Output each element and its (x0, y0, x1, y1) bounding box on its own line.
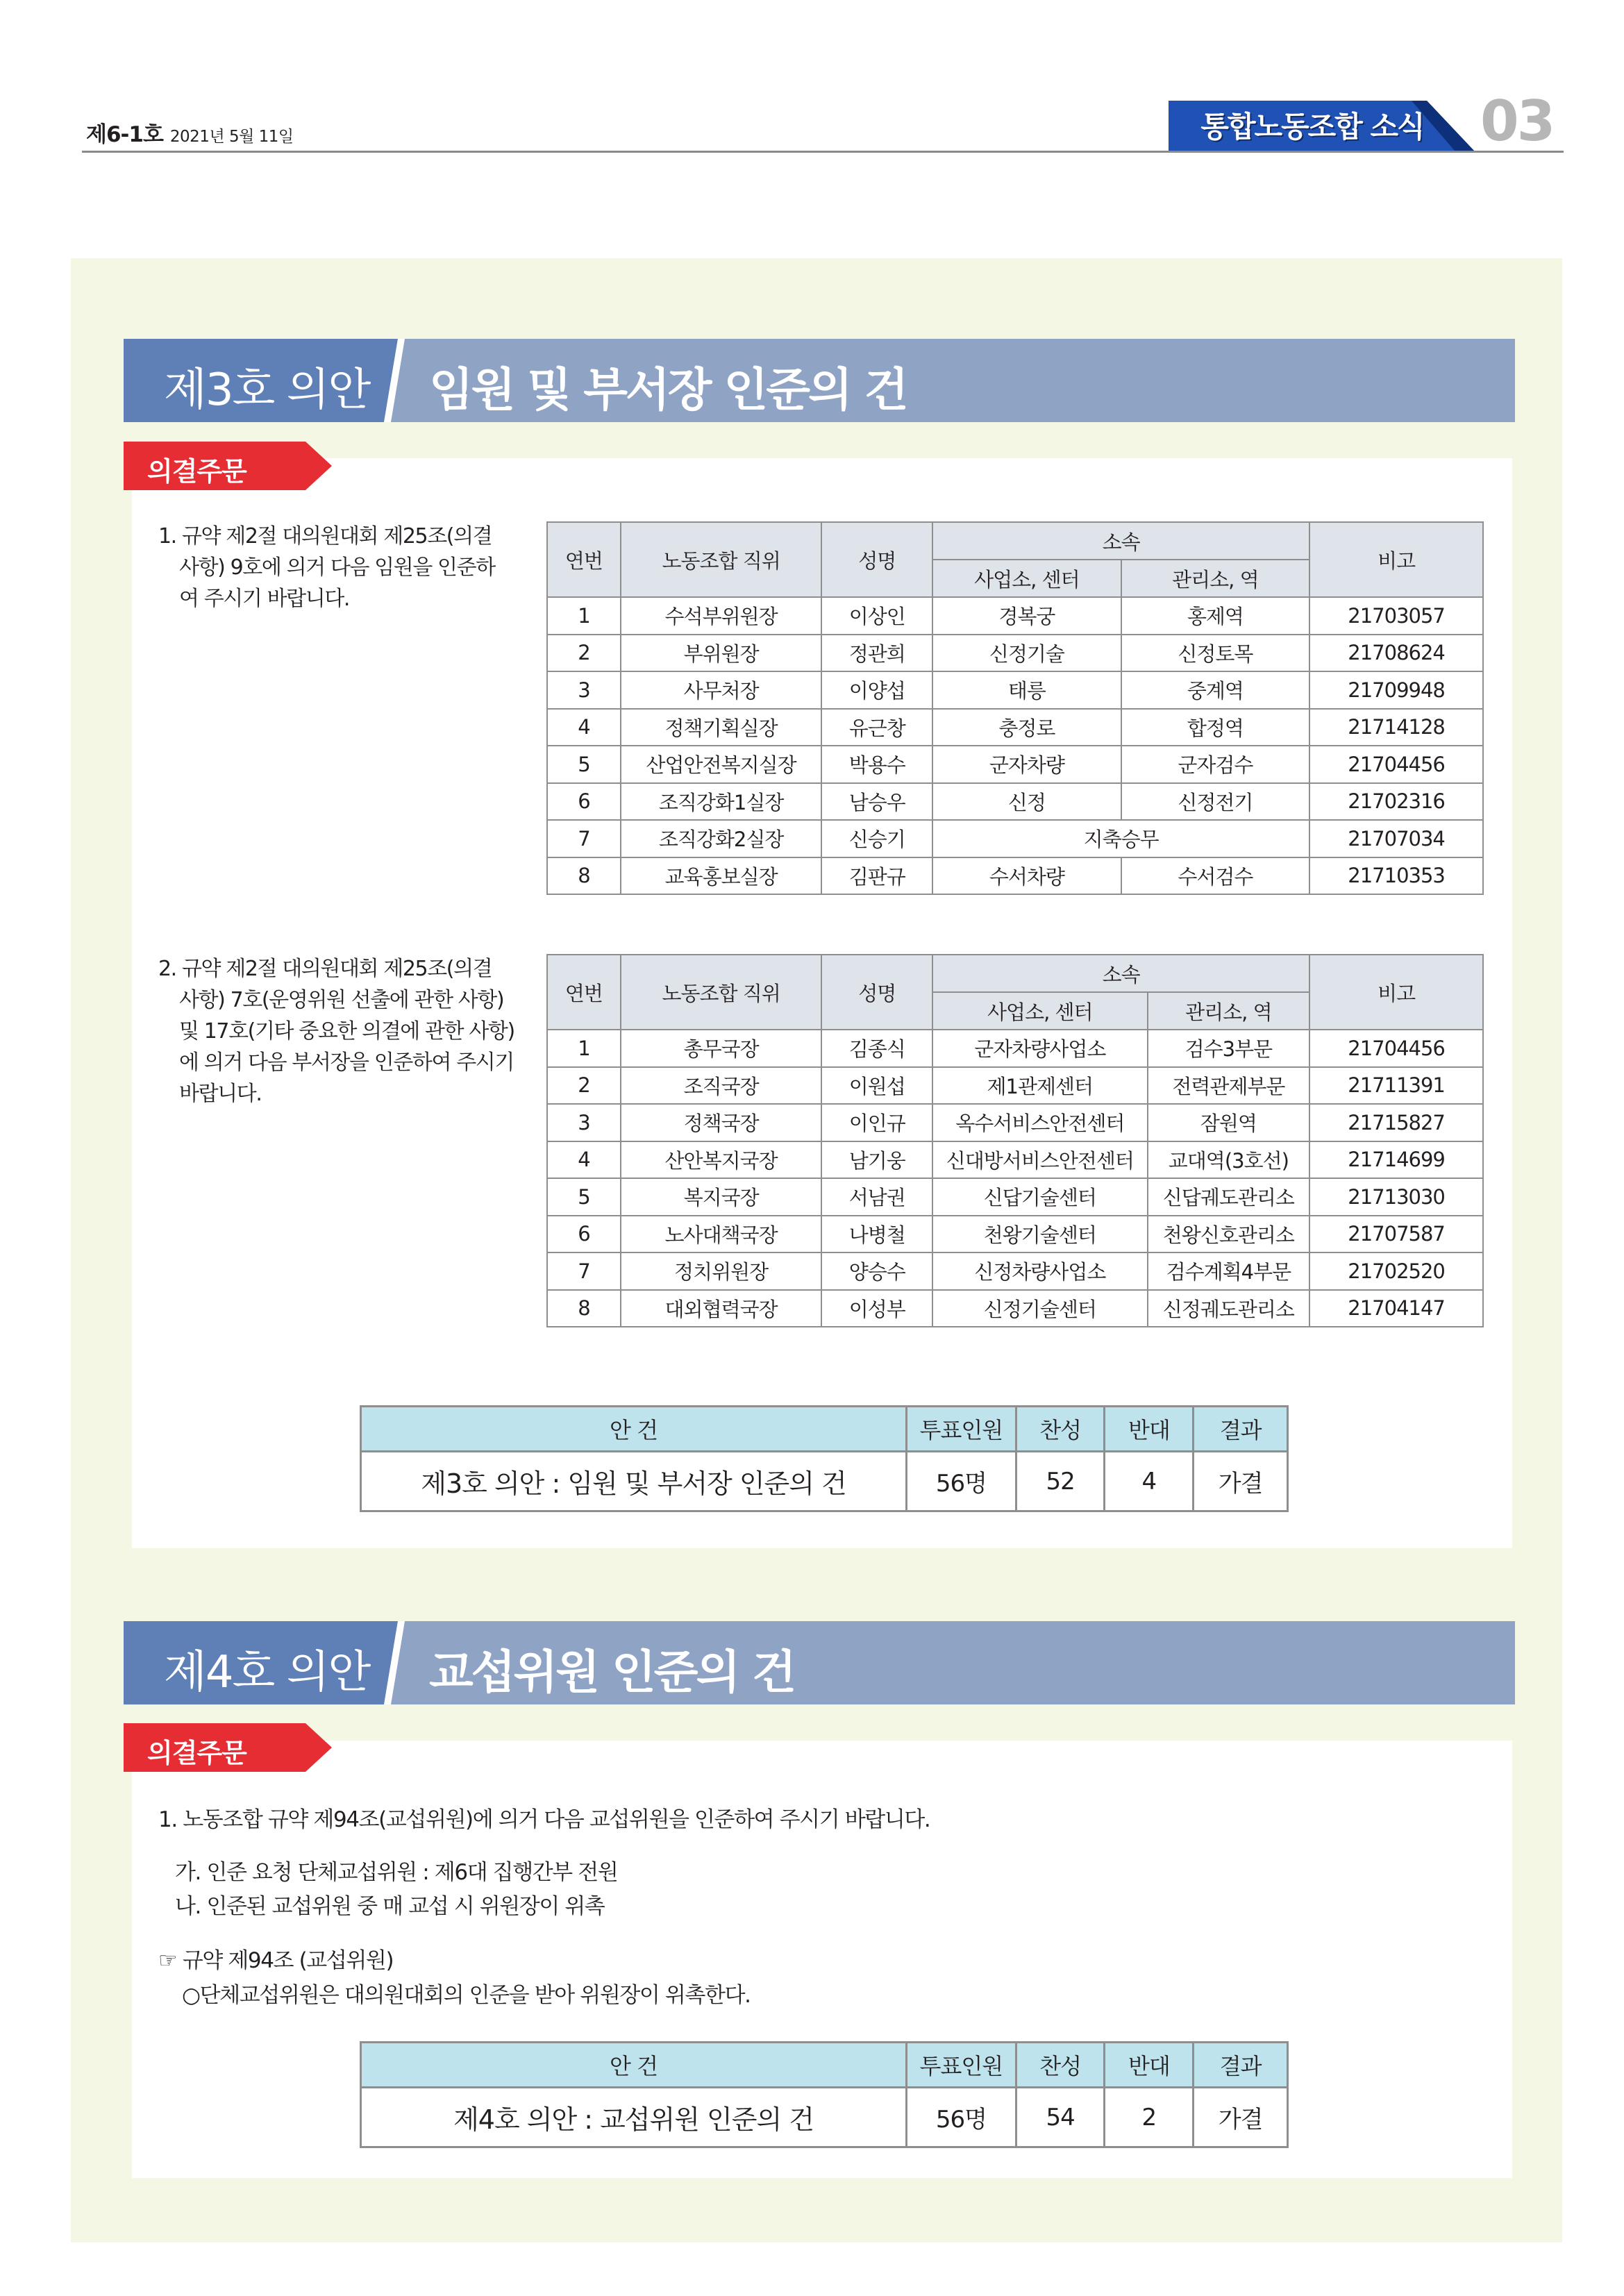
cell-name: 이양섭 (821, 671, 932, 709)
tag-label: 의결주문 (147, 1738, 246, 1768)
header-rule (82, 151, 1564, 153)
cell-note: 21703057 (1309, 597, 1483, 635)
issue-label: 제6-1호 (86, 122, 163, 147)
cell-position: 정책기획실장 (621, 709, 822, 746)
agenda4-item1: 1. 노동조합 규약 제94조(교섭위원)에 의거 다음 교섭위원을 인준하여 주시기 바랍니다. (158, 1807, 930, 1832)
cell-no: 3 (547, 1104, 621, 1141)
agenda4-reference-title: ☞ 규약 제94조 (교섭위원) (158, 1948, 394, 1973)
cell-no: 8 (547, 1290, 621, 1327)
agenda3-number: 제3호 의안 (164, 364, 370, 416)
cell-name: 정관희 (821, 635, 932, 672)
cell-office: 신정기술 (932, 635, 1121, 672)
table-row (547, 1252, 1483, 1290)
cell-position: 조직국장 (621, 1067, 822, 1105)
item2-line: 사항) 7호(운영위원 선출에 관한 사항) (179, 988, 504, 1012)
vote-col-yes: 찬성 (1016, 1407, 1105, 1452)
col-name: 성명 (821, 955, 932, 1030)
cell-station: 합정역 (1121, 709, 1310, 746)
col-note: 비고 (1309, 522, 1483, 597)
cell-office: 경복궁 (932, 597, 1121, 635)
col-note: 비고 (1309, 955, 1483, 1030)
agenda3-vote-table (360, 1405, 1289, 1512)
vote-col-voters: 투표인원 (907, 1407, 1016, 1452)
cell-station: 중계역 (1121, 671, 1310, 709)
col-no: 연번 (547, 955, 621, 1030)
col-office: 사업소, 센터 (932, 992, 1147, 1030)
cell-name: 남승우 (821, 783, 932, 821)
item1-line: 1. 규약 제2절 대의원대회 제25조(의결 (158, 524, 492, 548)
cell-note: 21713030 (1309, 1178, 1483, 1216)
cell-station: 검수3부문 (1148, 1030, 1310, 1067)
vote-col-voters: 투표인원 (907, 2043, 1016, 2088)
col-name: 성명 (821, 522, 932, 597)
vote-no: 2 (1105, 2088, 1194, 2147)
cell-station: 신정궤도관리소 (1148, 1290, 1310, 1327)
vote-row (361, 2088, 1288, 2147)
vote-result: 가결 (1194, 1452, 1288, 1511)
agenda4-resolution-tag (124, 1723, 332, 1772)
cell-station: 신정전기 (1121, 783, 1310, 821)
cell-name: 유근창 (821, 709, 932, 746)
agenda3-title-bar (124, 339, 1515, 422)
cell-position: 복지국장 (621, 1178, 822, 1216)
cell-name: 이원섭 (821, 1067, 932, 1105)
cell-station: 신답궤도관리소 (1148, 1178, 1310, 1216)
cell-name: 신승기 (821, 820, 932, 857)
cell-position: 수석부위원장 (621, 597, 822, 635)
cell-note: 21707034 (1309, 820, 1483, 857)
table-row (547, 746, 1483, 783)
cell-no: 2 (547, 635, 621, 672)
cell-position: 정치위원장 (621, 1252, 822, 1290)
col-station: 관리소, 역 (1121, 560, 1310, 597)
cell-note: 21707587 (1309, 1216, 1483, 1253)
cell-no: 2 (547, 1067, 621, 1105)
cell-station: 전력관제부문 (1148, 1067, 1310, 1105)
table-row (547, 1030, 1483, 1067)
cell-name: 김판규 (821, 857, 932, 895)
col-office: 사업소, 센터 (932, 560, 1121, 597)
cell-position: 부위원장 (621, 635, 822, 672)
cell-office: 태릉 (932, 671, 1121, 709)
cell-no: 6 (547, 1216, 621, 1253)
col-affiliation: 소속 (932, 522, 1309, 560)
vote-result: 가결 (1194, 2088, 1288, 2147)
cell-name: 남기웅 (821, 1141, 932, 1179)
cell-note: 21709948 (1309, 671, 1483, 709)
cell-no: 1 (547, 1030, 621, 1067)
agenda3-resolution-tag (124, 442, 332, 490)
cell-station: 홍제역 (1121, 597, 1310, 635)
cell-position: 교육홍보실장 (621, 857, 822, 895)
cell-position: 조직강화1실장 (621, 783, 822, 821)
cell-no: 1 (547, 597, 621, 635)
vote-yes: 54 (1016, 2088, 1105, 2147)
cell-note: 21714699 (1309, 1141, 1483, 1179)
item2-line: 및 17호(기타 중요한 의결에 관한 사항) (179, 1019, 514, 1044)
table-row (547, 1216, 1483, 1253)
cell-position: 총무국장 (621, 1030, 822, 1067)
cell-note: 21704147 (1309, 1290, 1483, 1327)
cell-no: 7 (547, 1252, 621, 1290)
cell-name: 김종식 (821, 1030, 932, 1067)
cell-note: 21704456 (1309, 746, 1483, 783)
cell-station: 잠원역 (1148, 1104, 1310, 1141)
cell-station: 천왕신호관리소 (1148, 1216, 1310, 1253)
agenda4-vote-table (360, 2041, 1289, 2148)
cell-name: 이상인 (821, 597, 932, 635)
vote-item: 제4호 의안 : 교섭위원 인준의 건 (361, 2088, 907, 2147)
issue-number (86, 117, 294, 148)
agenda4-sub-b: 나. 인준된 교섭위원 중 매 교섭 시 위원장이 위촉 (175, 1894, 605, 1919)
cell-office: 신정차량사업소 (932, 1252, 1147, 1290)
cell-no: 5 (547, 746, 621, 783)
cell-station: 군자검수 (1121, 746, 1310, 783)
col-affiliation: 소속 (932, 955, 1309, 992)
tag-label: 의결주문 (147, 456, 246, 487)
cell-note: 21704456 (1309, 1030, 1483, 1067)
agenda4-sub-a: 가. 인준 요청 단체교섭위원 : 제6대 집행간부 전원 (175, 1860, 618, 1885)
agenda4-reference-body: ○단체교섭위원은 대의원대회의 인준을 받아 위원장이 위촉한다. (182, 1983, 751, 2008)
agenda3-item2 (158, 953, 526, 1109)
cell-office: 제1관제센터 (932, 1067, 1147, 1105)
cell-no: 4 (547, 709, 621, 746)
table-row (547, 1178, 1483, 1216)
vote-yes: 52 (1016, 1452, 1105, 1511)
cell-office: 신정 (932, 783, 1121, 821)
cell-position: 대외협력국장 (621, 1290, 822, 1327)
vote-item: 제3호 의안 : 임원 및 부서장 인준의 건 (361, 1452, 907, 1511)
agenda4-title-bar (124, 1621, 1515, 1704)
cell-station: 신정토목 (1121, 635, 1310, 672)
cell-office: 천왕기술센터 (932, 1216, 1147, 1253)
table-row (547, 820, 1483, 857)
cell-office: 신답기술센터 (932, 1178, 1147, 1216)
vote-col-result: 결과 (1194, 2043, 1288, 2088)
cell-position: 조직강화2실장 (621, 820, 822, 857)
cell-station: 수서검수 (1121, 857, 1310, 895)
department-heads-table (546, 954, 1484, 1327)
table-row (547, 635, 1483, 672)
cell-position: 산안복지국장 (621, 1141, 822, 1179)
cell-position: 정책국장 (621, 1104, 822, 1141)
vote-voters: 56명 (907, 2088, 1016, 2147)
cell-no: 7 (547, 820, 621, 857)
cell-note: 21708624 (1309, 635, 1483, 672)
cell-office: 옥수서비스안전센터 (932, 1104, 1147, 1141)
col-position: 노동조합 직위 (621, 522, 822, 597)
vote-no: 4 (1105, 1452, 1194, 1511)
col-station: 관리소, 역 (1148, 992, 1310, 1030)
cell-station: 교대역(3호선) (1148, 1141, 1310, 1179)
vote-row (361, 1452, 1288, 1511)
item2-line: 2. 규약 제2절 대의원대회 제25조(의결 (158, 957, 492, 981)
agenda3-item1 (158, 521, 519, 614)
page-number: 03 (1480, 89, 1554, 153)
table-row (547, 783, 1483, 821)
vote-col-no: 반대 (1105, 2043, 1194, 2088)
vote-voters: 56명 (907, 1452, 1016, 1511)
cell-note: 21702520 (1309, 1252, 1483, 1290)
newsletter-title: 통합노동조합 소식 (1200, 110, 1424, 144)
agenda4-number: 제4호 의안 (164, 1647, 370, 1698)
cell-no: 6 (547, 783, 621, 821)
vote-col-result: 결과 (1194, 1407, 1288, 1452)
agenda4-title: 교섭위원 인준의 건 (429, 1645, 795, 1699)
table-row (547, 709, 1483, 746)
cell-note: 21702316 (1309, 783, 1483, 821)
cell-name: 서남권 (821, 1178, 932, 1216)
vote-col-item: 안 건 (361, 1407, 907, 1452)
cell-name: 이성부 (821, 1290, 932, 1327)
col-position: 노동조합 직위 (621, 955, 822, 1030)
cell-no: 5 (547, 1178, 621, 1216)
vote-col-yes: 찬성 (1016, 2043, 1105, 2088)
table-row (547, 1104, 1483, 1141)
cell-office: 군자차량 (932, 746, 1121, 783)
table-row (547, 1290, 1483, 1327)
cell-office: 군자차량사업소 (932, 1030, 1147, 1067)
item1-line: 여 주시기 바랍니다. (179, 587, 350, 611)
cell-note: 21710353 (1309, 857, 1483, 895)
col-no: 연번 (547, 522, 621, 597)
vote-col-no: 반대 (1105, 1407, 1194, 1452)
table-row (547, 1141, 1483, 1179)
cell-note: 21714128 (1309, 709, 1483, 746)
cell-no: 8 (547, 857, 621, 895)
table-row (547, 597, 1483, 635)
cell-position: 사무처장 (621, 671, 822, 709)
officers-table (546, 521, 1484, 895)
cell-name: 양승수 (821, 1252, 932, 1290)
cell-station: 검수계획4부문 (1148, 1252, 1310, 1290)
cell-note: 21711391 (1309, 1067, 1483, 1105)
item2-line: 바랍니다. (179, 1082, 262, 1106)
cell-position: 산업안전복지실장 (621, 746, 822, 783)
item1-line: 사항) 9호에 의거 다음 임원을 인준하 (179, 555, 495, 580)
cell-no: 3 (547, 671, 621, 709)
table-row (547, 1067, 1483, 1105)
table-row (547, 671, 1483, 709)
cell-note: 21715827 (1309, 1104, 1483, 1141)
cell-office: 수서차량 (932, 857, 1121, 895)
table-row (547, 857, 1483, 895)
item2-line: 에 의거 다음 부서장을 인준하여 주시기 (179, 1050, 514, 1075)
issue-date: 2021년 5월 11일 (169, 128, 294, 146)
cell-name: 박용수 (821, 746, 932, 783)
cell-office-merged: 지축승무 (932, 820, 1309, 857)
cell-office: 신정기술센터 (932, 1290, 1147, 1327)
vote-col-item: 안 건 (361, 2043, 907, 2088)
cell-no: 4 (547, 1141, 621, 1179)
agenda3-title: 임원 및 부서장 인준의 건 (429, 363, 907, 417)
cell-name: 나병철 (821, 1216, 932, 1253)
cell-position: 노사대책국장 (621, 1216, 822, 1253)
cell-office: 신대방서비스안전센터 (932, 1141, 1147, 1179)
cell-office: 충정로 (932, 709, 1121, 746)
cell-name: 이인규 (821, 1104, 932, 1141)
